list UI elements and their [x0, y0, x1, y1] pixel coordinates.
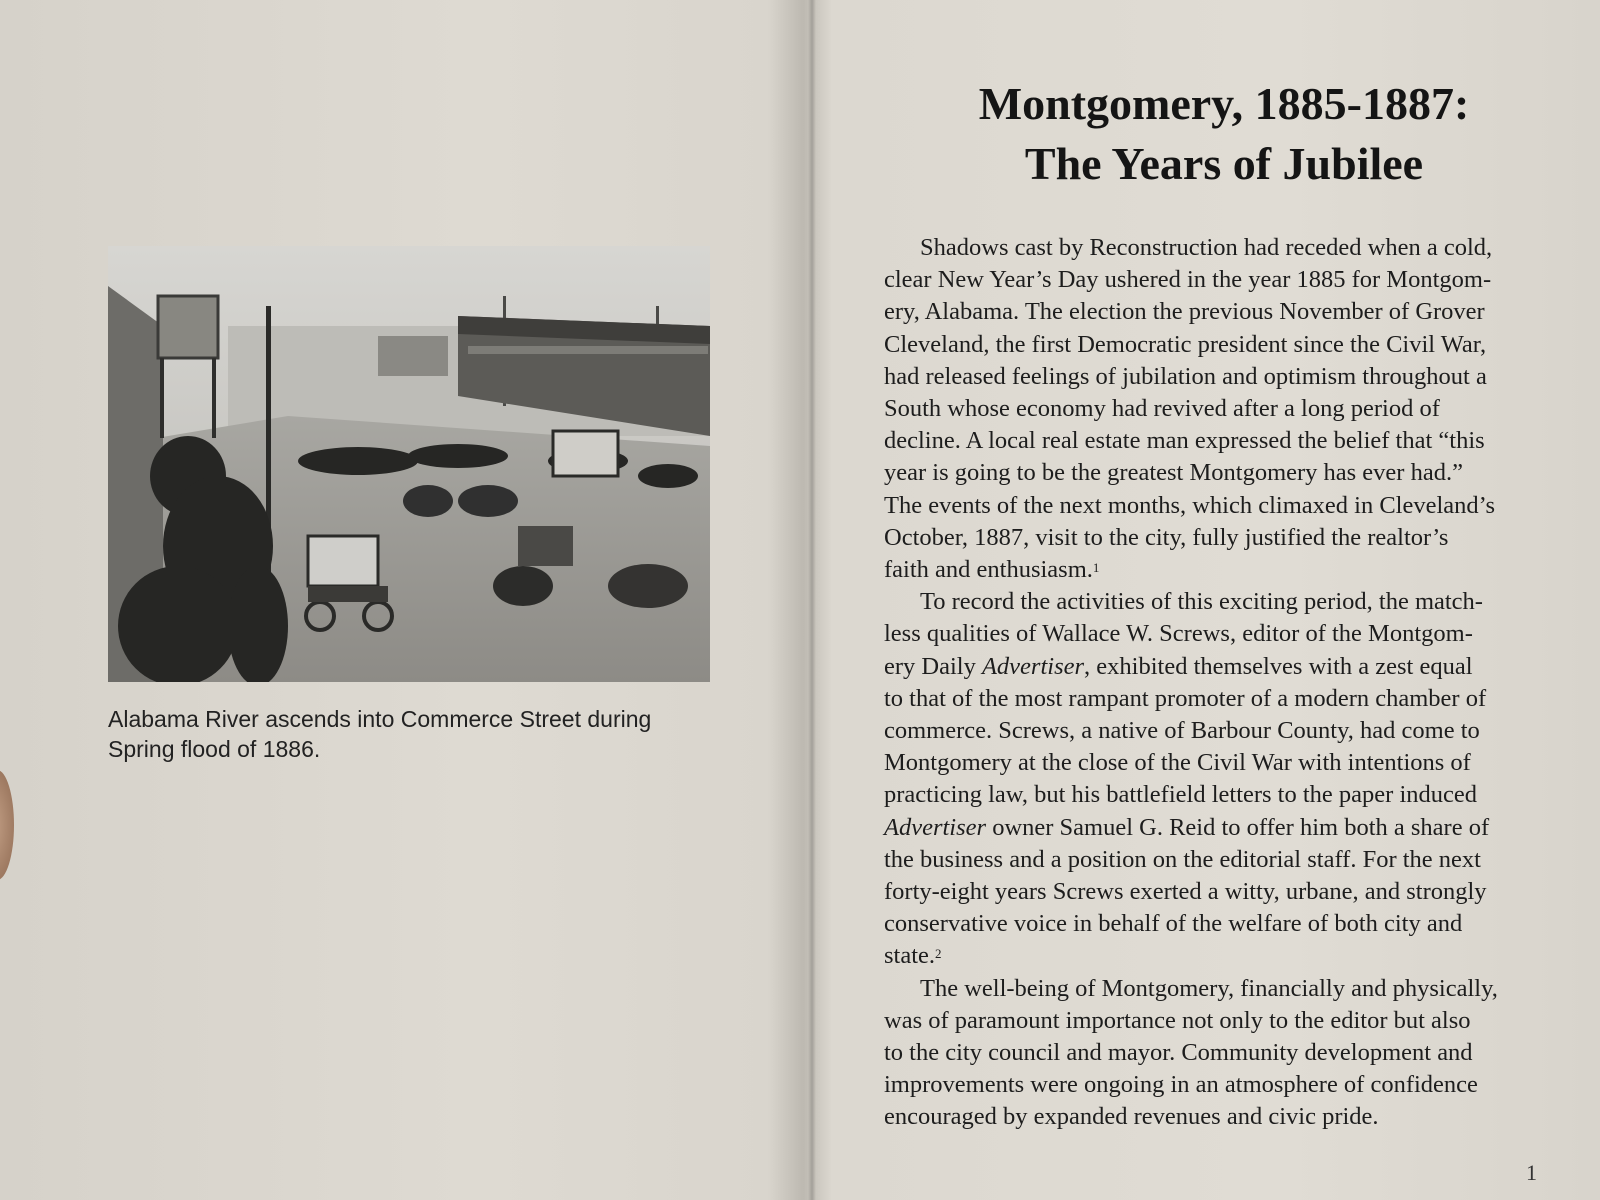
- text-line-segment: ery Daily: [884, 652, 982, 680]
- text-line: Montgomery at the close of the Civil War with intentions of: [884, 749, 1471, 777]
- text-line: [884, 554, 1554, 586]
- footnote-marker: 2: [935, 946, 942, 962]
- text-line: to the city council and mayor. Community development and: [884, 1039, 1473, 1067]
- text-line: decline. A local real estate man expressed the belief that “this: [884, 427, 1485, 455]
- text-line: Cleveland, the first Democratic president since the Civil War,: [884, 330, 1487, 358]
- text-line: had released feelings of jubilation and optimism throughout a: [884, 362, 1487, 390]
- text-line: clear New Year’s Day ushered in the year 1885 for Montgom-: [884, 266, 1492, 294]
- chapter-title-line: Montgomery, 1885-1887:: [978, 78, 1470, 129]
- text-line: year is going to be the greatest Montgomery has ever had.”: [884, 459, 1463, 487]
- photo-caption: [108, 704, 728, 764]
- text-line: [884, 812, 1554, 844]
- right-page: [814, 0, 1600, 1200]
- newspaper-name: Advertiser: [981, 652, 1085, 680]
- text-line: encouraged by expanded revenues and civic pride.: [884, 1103, 1379, 1131]
- text-line: ery, Alabama. The election the previous November of Grover: [884, 298, 1485, 326]
- text-line: forty-eight years Screws exerted a witty, urbane, and strongly: [884, 878, 1487, 906]
- page-number: 1: [1526, 1160, 1537, 1185]
- text-line-segment: faith and enthusiasm.: [884, 556, 1093, 584]
- text-line: was of paramount importance not only to the editor but also: [884, 1006, 1471, 1034]
- text-line: The events of the next months, which climaxed in Cleveland’s: [884, 491, 1495, 519]
- body-text: [884, 232, 1554, 1134]
- text-line: South whose economy had revived after a long period of: [884, 395, 1440, 423]
- text-line: to that of the most rampant promoter of a modern chamber of: [884, 684, 1487, 712]
- text-line: To record the activities of this exciting period, the match-: [920, 588, 1483, 616]
- text-line-segment: owner Samuel G. Reid to offer him both a share of: [986, 813, 1490, 841]
- footnote-marker: 1: [1092, 560, 1100, 576]
- text-line: Shadows cast by Reconstruction had receded when a cold,: [920, 234, 1493, 261]
- text-line: commerce. Screws, a native of Barbour County, had come to: [884, 717, 1480, 745]
- text-line-segment: , exhibited themselves with a zest equal: [1084, 652, 1473, 680]
- text-line: [884, 651, 1554, 683]
- thumb-edge: [0, 770, 14, 880]
- flood-photograph: [108, 246, 710, 682]
- chapter-title: [874, 74, 1574, 194]
- text-line: practicing law, but his battlefield letters to the paper induced: [884, 781, 1478, 809]
- text-line: less qualities of Wallace W. Screws, editor of the Montgom-: [884, 620, 1473, 648]
- text-line: improvements were ongoing in an atmosphere of confidence: [884, 1071, 1478, 1099]
- text-line: conservative voice in behalf of the welfare of both city and: [884, 910, 1463, 938]
- text-line: [884, 940, 1554, 972]
- caption-line: Spring flood of 1886.: [108, 736, 321, 762]
- text-line: the business and a position on the editorial staff. For the next: [884, 845, 1481, 873]
- flood-photo-illustration: [108, 246, 710, 682]
- newspaper-name: Advertiser: [884, 813, 987, 841]
- text-line: October, 1887, visit to the city, fully justified the realtor’s: [884, 523, 1449, 551]
- chapter-title-line: The Years of Jubilee: [1024, 138, 1424, 189]
- text-line: The well-being of Montgomery, financially and physically,: [920, 974, 1498, 1002]
- text-line-segment: state.: [884, 942, 936, 970]
- caption-line: Alabama River ascends into Commerce Street during: [108, 706, 652, 732]
